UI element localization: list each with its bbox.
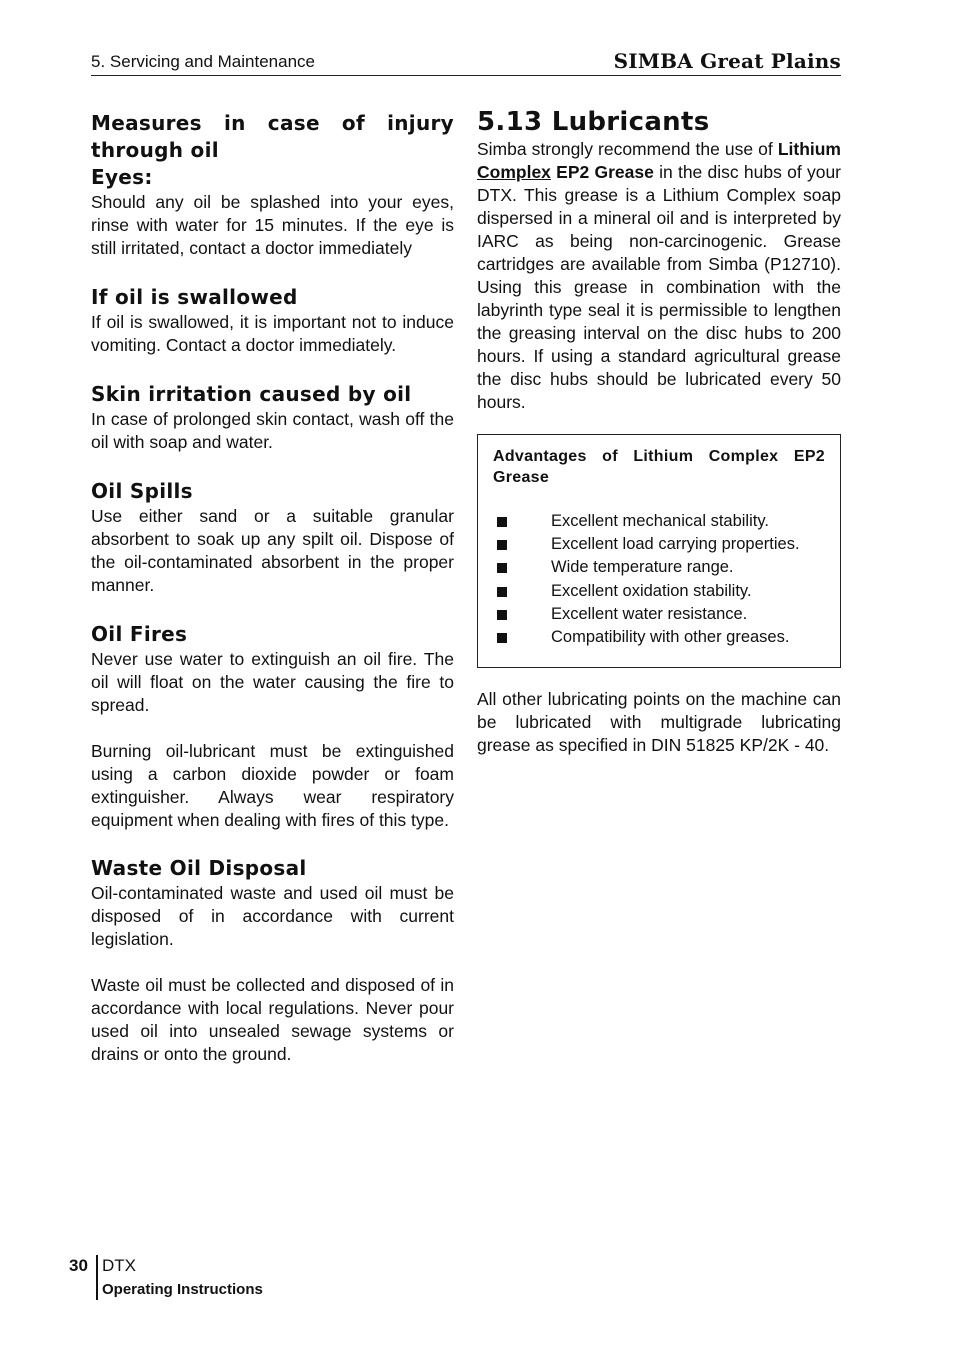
advantage-item xyxy=(493,510,825,533)
advantage-text: Compatibility with other greases. xyxy=(551,628,790,647)
waste-heading: Waste Oil Disposal xyxy=(91,856,307,880)
footer-doc-title: Operating Instructions xyxy=(102,1281,263,1298)
square-bullet-icon xyxy=(497,540,507,550)
skin-heading: Skin irritation caused by oil xyxy=(91,382,412,406)
advantage-text: Excellent mechanical stability. xyxy=(551,512,769,530)
waste-text-2: Waste oil must be collected and disposed of in accordance with local regulations. Never pour used oil into unsealed sewage systems or drains or onto the ground. xyxy=(91,975,454,1064)
advantage-text: Excellent water resistance. xyxy=(551,604,748,623)
advantage-item xyxy=(493,580,825,603)
product-name-underlined: Complex xyxy=(477,162,551,182)
square-bullet-icon xyxy=(497,587,507,597)
page-number: 30 xyxy=(69,1256,88,1275)
lubricants-closing: All other lubricating points on the machine can be lubricated with multigrade lubricating grease as specified in DIN 51825 KP/2K - 40. xyxy=(477,689,841,756)
swallowed-text: If oil is swallowed, it is important not to induce vomiting. Contact a doctor immediately. xyxy=(91,312,454,355)
advantage-item xyxy=(493,533,825,556)
square-bullet-icon xyxy=(497,610,507,620)
section-title: 5.13 Lubricants xyxy=(477,107,710,137)
fires-text-2: Burning oil-lubricant must be extinguished using a carbon dioxide powder or foam extinguisher. Always wear respiratory equipment when dealing with fires of this type. xyxy=(91,741,454,830)
header-divider xyxy=(91,75,841,76)
advantage-text: Wide temperature range. xyxy=(551,558,734,577)
eyes-heading: Eyes: xyxy=(91,165,153,189)
intro-text-2: in the disc hubs of your DTX. This grease is a Lithium Complex soap dispersed in a mineral oil and is interpreted by IARC as being non-carcinogenic. Grease cartridges are available from Simba (P12710). Using this grease in combination with the labyrinth type seal it is permissible to lengthen the greasing interval on the disc hubs to 200 hours. If using a standard agricultural grease the disc hubs should be lubricated every 50 hours. xyxy=(477,162,842,412)
spills-text: Use either sand or a suitable granular absorbent to soak up any spilt oil. Dispose of the oil-contaminated absorbent in the proper manner. xyxy=(91,506,454,595)
eyes-text: Should any oil be splashed into your eyes, rinse with water for 15 minutes. If the eye is still irritated, contact a doctor immediately xyxy=(91,192,454,258)
advantage-text: Excellent oxidation stability. xyxy=(551,581,752,600)
injury-heading: Measures in case of injury through oil xyxy=(91,111,454,162)
advantage-text: Excellent load carrying properties. xyxy=(551,535,800,554)
left-column xyxy=(91,110,454,1066)
advantage-item xyxy=(493,626,825,649)
square-bullet-icon xyxy=(497,563,507,573)
footer-model: DTX xyxy=(102,1256,136,1275)
fires-text-1: Never use water to extinguish an oil fire. The oil will float on the water causing the fire to spread. xyxy=(91,649,454,715)
header-section-title: 5. Servicing and Maintenance xyxy=(91,52,315,71)
footer-divider xyxy=(96,1255,98,1300)
product-name-part-2: EP2 Grease xyxy=(550,162,654,182)
skin-text: In case of prolonged skin contact, wash off the oil with soap and water. xyxy=(91,409,454,452)
product-name-part-1: Lithium xyxy=(777,139,841,159)
advantage-item xyxy=(493,556,825,579)
advantages-title: Advantages of Lithium Complex EP2 Grease xyxy=(493,448,825,486)
swallowed-heading: If oil is swallowed xyxy=(91,285,298,309)
brand-logo: SIMBA Great Plains xyxy=(613,49,841,73)
fires-heading: Oil Fires xyxy=(91,622,188,646)
right-column xyxy=(477,106,841,757)
lubricants-intro xyxy=(477,138,841,414)
advantages-box xyxy=(477,434,841,668)
square-bullet-icon xyxy=(497,633,507,643)
intro-text-1: Simba strongly recommend the use of xyxy=(477,139,778,159)
square-bullet-icon xyxy=(497,517,507,527)
spills-heading: Oil Spills xyxy=(91,479,193,503)
advantage-item xyxy=(493,603,825,626)
waste-text-1: Oil-contaminated waste and used oil must be disposed of in accordance with current legislation. xyxy=(91,883,454,949)
advantages-list xyxy=(493,510,825,649)
